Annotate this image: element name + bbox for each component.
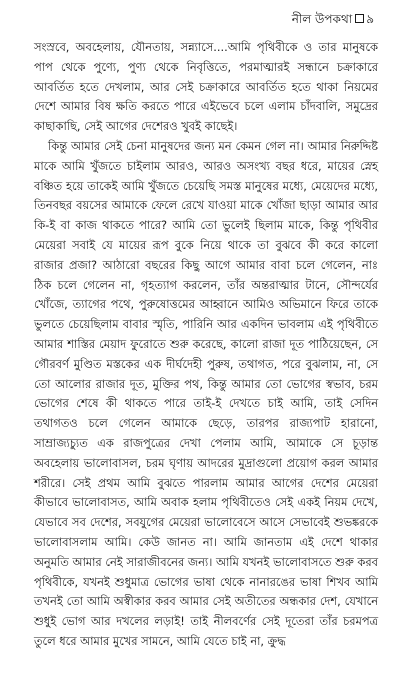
running-header <box>34 12 378 28</box>
body-text <box>34 38 378 652</box>
page-number: ৯ <box>366 12 374 26</box>
book-title: নীল উপকথা <box>291 12 353 26</box>
paragraph-1: সংস্রবে, অবহেলায়, যৌনতায়, সন্ন্যাসে....আমি পৃথিবীকে ও তার মানুষকে পাপ থেকে পুণ্যে, পুণ্য থেকে নিবৃত্তিতে, পরমাত্মারই সন্ধানে চক্রাকারে আবর্তিত হতে দেখলাম, আর সেই চক্রাকারে আবর্তিত হতে থাকা নিয়মের দেশে আমার বিষ ক্ষতি করতে পারে এইভেবে চলে এলাম চাঁদবালি, সমুদ্রের কাছাকাছি, সেই আগের দেশেরও খুবই কাছেই। <box>34 40 378 134</box>
square-ornament-icon <box>355 14 364 23</box>
paragraph-2: কিন্তু আমার সেই চেনা মানুষদের জন্য মন কেমন গেল না। আমার নিরুদ্দিষ্ট মাকে আমি খুঁজতে চাইলাম আরও, আরও অসংখ্য বছর ধরে, মায়ের স্নেহ বঞ্চিত হয়ে তাকেই আমি খুঁজতে চেয়েছি সমস্ত মানুষের মধ্যে, মেয়েদের মধ্যে, তিনবছর বয়সের আমাকে ফেলে রেখে যাওয়া মাকে খোঁজা ছাড়া আমার আর কি-ই বা কাজ থাকতে পারে? আমি তো ভুলেই ছিলাম মাকে, কিন্তু পৃথিবীর মেয়েরা সবাই যে মায়ের রূপ বুকে নিয়ে থাকে তা বুঝবে কী করে কালো রাজার প্রজা? আঠারো বছরের কিছু আগে আমার বাবা চলে গেলেন, নাঃ ঠিক চলে গেলেন না, গৃহত্যাগ করলেন, তাঁর অন্তরাত্মার টানে, সৌন্দর্যের খোঁজে, ত্যাগের পথে, পুরুষোত্তমের আহ্বানে আমিও অভিমানে ফিরে তাকে ভুলতে চেয়েছিলাম বাবার স্মৃতি, পারিনি আর একদিন ভাবলাম এই পৃথিবীতে আমার শাস্তির মেয়াদ ফুরোতে শুরু করেছে, কালো রাজা দূত পাঠিয়েছেন, সে গৌরবর্ণ মুণ্ডিত মস্তকের এক দীর্ঘদেহী পুরুষ, তথাগত, পরে বুঝলাম, না, সে তো আলোর রাজার দূত, মুক্তির পথ, কিন্তু আমার তো ভোগের স্বভাব, চরম ভোগের শেষে কী থাকতে পারে তাই-ই দেখতে চাই আমি, তাই সেদিন তথাগতও চলে গেলেন আমাকে ছেড়ে, তারপর রাজ্যপাট হারানো, সাম্রাজ্যচ্যুত এক রাজপুত্রের দেখা পেলাম আমি, আমাকে সে চূড়ান্ত অবহেলায় ভালোবাসল, চরম ঘৃণায় আদরের মুদ্রাগুলো প্রয়োগ করল আমার শরীরে। সেই প্রথম আমি বুঝতে পারলাম আমার আগের দেশের মেয়েরা কীভাবে ভালোবাসত, আমি অবাক হলাম পৃথিবীতেও সেই একই নিয়ম দেখে, যেভাবে সব দেশের, সবযুগের মেয়েরা ভালোবেসে আসে সেভাবেই শুভঙ্করকে ভালোবাসলাম আমি। কেউ জানত না। আমি জানতাম এই দেশে থাকার অনুমতি আমার নেই সারাজীবনের জন্য। আমি যখনই ভালোবাসতে শুরু করব পৃথিবীকে, যখনই শুধুমাত্র ভোগের ভাষা থেকে নানারঙের ভাষা শিখব আমি তখনই তো আমি অস্বীকার করব আমার সেই অতীতের অন্ধকার দেশ, যেখানে শুধুই ভোগ আর দখলের লড়াই! তাই নীলবর্ণের সেই দূতেরা তাঁর চরমপত্র তুলে ধরে আমার মুখের সামনে, আমি যেতে চাই না, ক্রুদ্ধ <box>34 138 378 648</box>
